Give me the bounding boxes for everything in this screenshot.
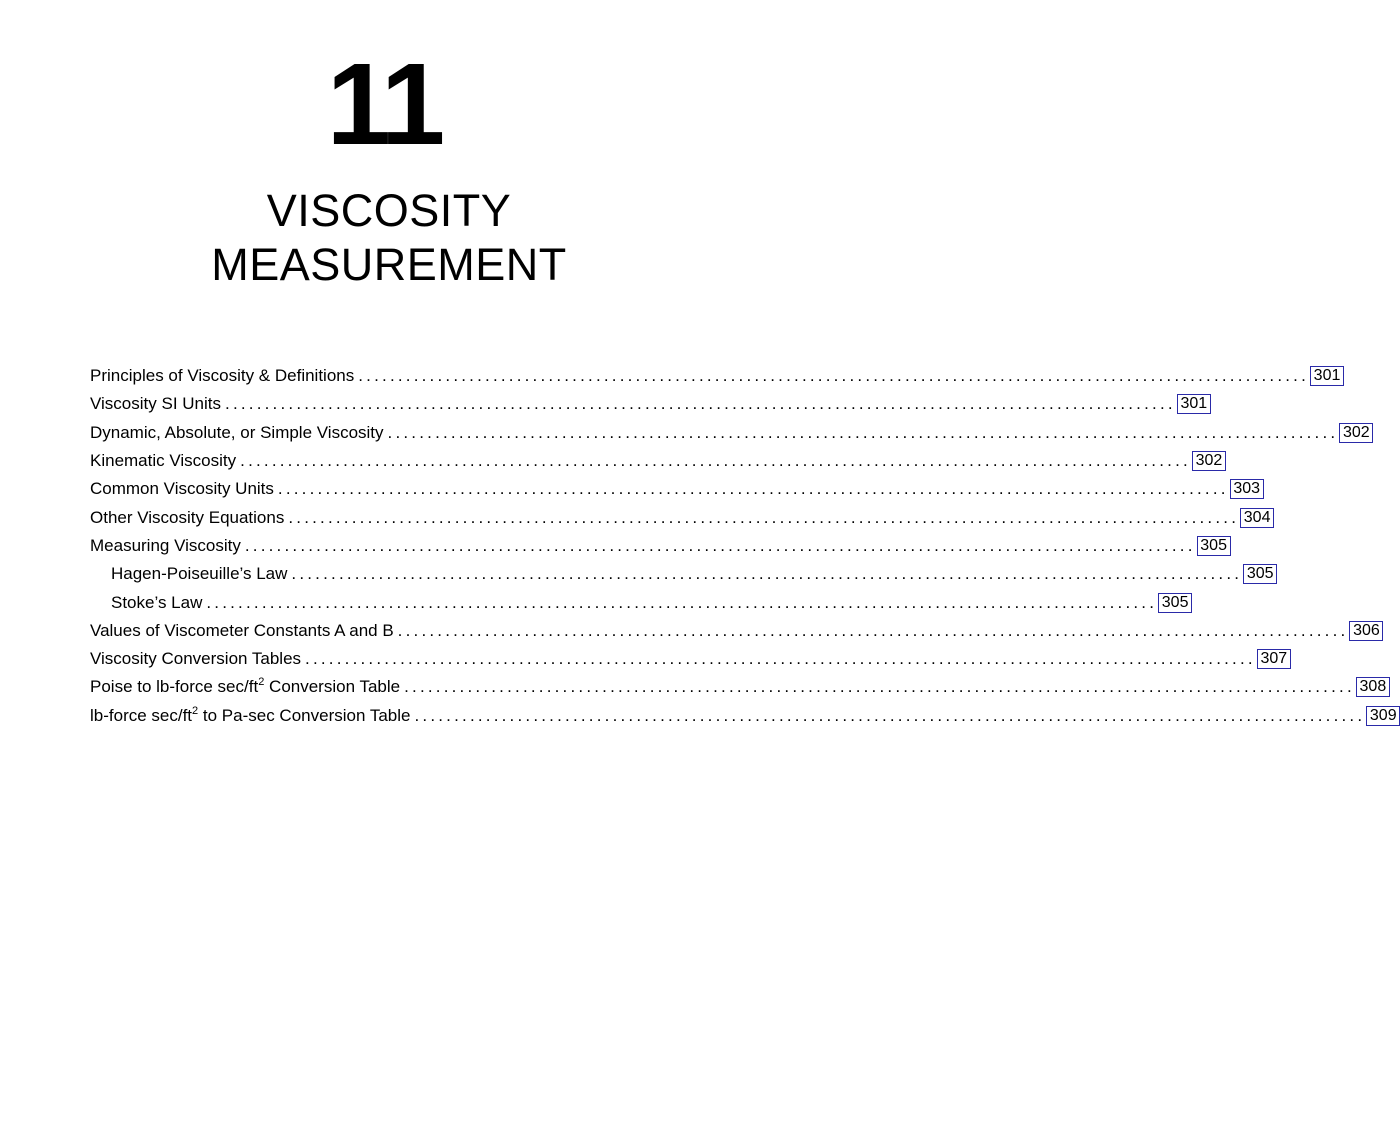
toc-dot-leader: ........................................................................................................................ [414, 705, 1366, 725]
toc-entry-label: Values of Viscometer Constants A and B [90, 621, 398, 641]
chapter-number: 11 [326, 39, 442, 169]
toc-entry-principles[interactable] [90, 362, 1341, 390]
toc-dot-leader: ........................................................................................................................ [225, 394, 1176, 414]
toc-entry-label: Viscosity Conversion Tables [90, 649, 305, 669]
toc-label-part: Conversion Table [264, 677, 401, 697]
toc-page-link[interactable]: 301 [1177, 394, 1211, 414]
toc-dot-leader: ........................................................................................................................ [244, 535, 1196, 555]
toc-entry-hagen-poiseuille[interactable] [90, 560, 1274, 588]
toc-entry-label [90, 706, 414, 726]
toc-dot-leader: ........................................................................................................................ [277, 479, 1229, 499]
toc-dot-leader: ........................................................................................................................ [291, 564, 1243, 584]
toc-entry-label: Dynamic, Absolute, or Simple Viscosity [90, 423, 388, 443]
toc-label-superscript: 2 [192, 704, 199, 717]
toc-entry-label: Viscosity SI Units [90, 394, 225, 414]
table-of-contents [90, 362, 1397, 730]
toc-dot-leader: ........................................................................................................................ [240, 451, 1191, 471]
toc-entry-viscometer-constants[interactable] [90, 617, 1380, 645]
chapter-title-line2: MEASUREMENT [211, 239, 567, 290]
toc-page-link[interactable]: 305 [1158, 593, 1192, 613]
toc-entry-poise-to-lbforce[interactable] [90, 673, 1387, 701]
toc-entry-label: Measuring Viscosity [90, 536, 245, 556]
toc-label-superscript: 2 [258, 676, 265, 689]
toc-entry-si-units[interactable] [90, 390, 1208, 418]
toc-page-link[interactable]: 301 [1310, 366, 1344, 386]
toc-entry-label: Stoke’s Law [90, 593, 206, 613]
toc-page-link[interactable]: 302 [1192, 451, 1226, 471]
toc-entry-label [90, 677, 404, 697]
toc-label-part: Poise to lb-force sec/ft [90, 677, 259, 697]
toc-label-part: to Pa-sec Conversion Table [198, 705, 411, 725]
toc-entry-dynamic-viscosity[interactable] [90, 419, 1370, 447]
toc-dot-leader: ........................................................................................................................ [404, 677, 1355, 697]
toc-entry-stokes-law[interactable] [90, 588, 1189, 616]
toc-page-link[interactable]: 307 [1257, 649, 1291, 669]
toc-entry-label: Kinematic Viscosity [90, 451, 240, 471]
toc-page-link[interactable]: 309 [1366, 706, 1400, 726]
toc-entry-label: Hagen-Poiseuille’s Law [90, 564, 291, 584]
toc-dot-leader: ........................................................................................................................ [206, 592, 1158, 612]
toc-entry-kinematic-viscosity[interactable] [90, 447, 1223, 475]
toc-label-part: lb-force sec/ft [90, 705, 193, 725]
chapter-title-line1: VISCOSITY [266, 185, 512, 236]
toc-page-link[interactable]: 303 [1230, 479, 1264, 499]
toc-entry-common-units[interactable] [90, 475, 1261, 503]
toc-dot-leader: ........................................................................................................................ [288, 507, 1240, 527]
toc-entry-label: Other Viscosity Equations [90, 508, 288, 528]
toc-entry-label: Principles of Viscosity & Definitions [90, 366, 358, 386]
toc-page-link[interactable]: 302 [1339, 423, 1373, 443]
toc-entry-measuring-viscosity[interactable] [90, 532, 1227, 560]
toc-dot-leader: ........................................................................................................................ [305, 649, 1256, 669]
toc-dot-leader: ........................................................................................................................ [358, 366, 1310, 386]
toc-page-link[interactable]: 305 [1197, 536, 1231, 556]
toc-entry-other-equations[interactable] [90, 503, 1271, 531]
toc-dot-leader: ........................................................................................................................ [397, 620, 1349, 640]
toc-page-link[interactable]: 304 [1240, 508, 1274, 528]
toc-dot-leader: ........................................................................................................................ [387, 422, 1339, 442]
toc-entry-lbforce-to-pasec[interactable] [90, 702, 1397, 730]
toc-entry-label: Common Viscosity Units [90, 479, 278, 499]
chapter-title [0, 184, 778, 292]
toc-page-link[interactable]: 308 [1356, 677, 1390, 697]
toc-page-link[interactable]: 305 [1243, 564, 1277, 584]
toc-page-link[interactable]: 306 [1349, 621, 1383, 641]
toc-entry-conversion-tables[interactable] [90, 645, 1288, 673]
